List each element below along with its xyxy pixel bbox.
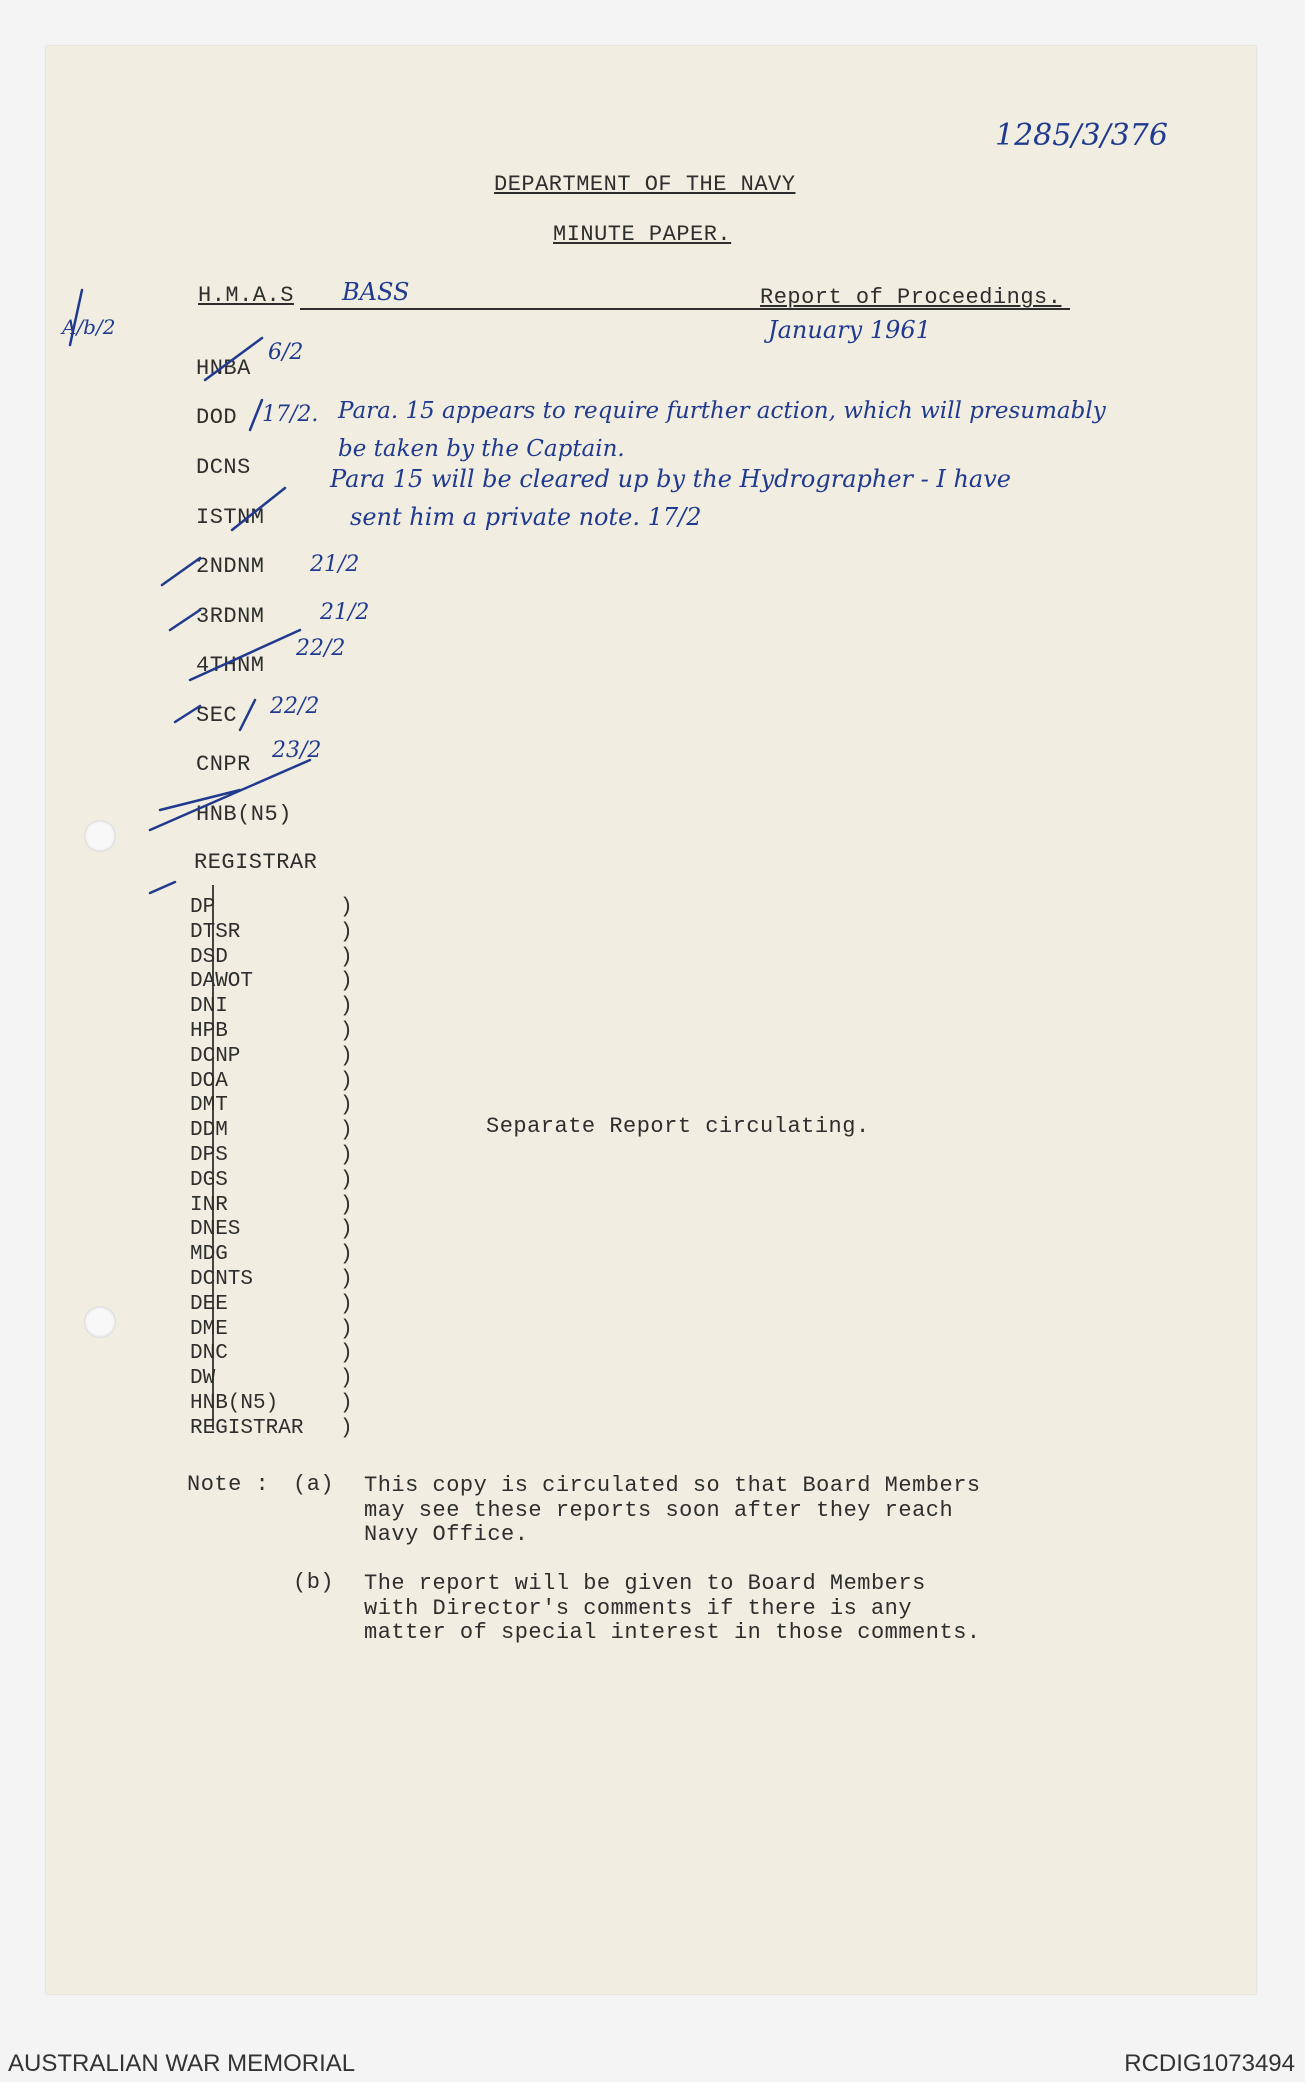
sec-check-mark	[175, 700, 255, 730]
bracket-mark: )	[340, 896, 353, 919]
distribution-code: DW	[190, 1367, 216, 1391]
distribution-item	[190, 1144, 360, 1169]
routing-hnba: HNBA	[196, 356, 251, 381]
note-b-line2: with Director's comments if there is any	[364, 1596, 913, 1621]
bracket-mark: )	[340, 1218, 353, 1242]
distribution-item	[190, 1218, 360, 1243]
3rdnm-forward-mark	[170, 610, 200, 630]
distribution-item	[190, 1094, 360, 1119]
2ndnm-forward-mark	[162, 558, 200, 585]
dod-slash-mark	[250, 400, 262, 430]
routing-2ndnm-initials: 21/2	[310, 552, 360, 577]
bracket-mark: )	[340, 970, 353, 994]
bracket-mark: )	[340, 1119, 353, 1143]
hnba-check-mark	[205, 338, 262, 380]
distribution-code: DEE	[190, 1292, 228, 1316]
note-b-line1: The report will be given to Board Members	[364, 1571, 926, 1596]
footer-source: AUSTRALIAN WAR MEMORIAL	[8, 2050, 356, 2077]
distribution-code: DTSR	[190, 920, 241, 944]
distribution-item	[190, 1020, 360, 1045]
distribution-item	[190, 1392, 360, 1417]
distribution-code: DOA	[190, 1069, 228, 1093]
distribution-code: DP	[190, 896, 216, 919]
distribution-item	[190, 1243, 360, 1268]
bracket-mark: )	[340, 945, 353, 969]
bracket-mark: )	[340, 1243, 353, 1267]
distribution-item	[190, 921, 360, 946]
bracket-mark: )	[340, 995, 353, 1019]
note-a-line2: may see these reports soon after they reach	[364, 1498, 954, 1523]
report-title: Report of Proceedings.	[760, 285, 1062, 310]
distribution-code: REGISTRAR	[190, 1416, 304, 1440]
report-month: January 1961	[768, 316, 931, 344]
distribution-code: DCNTS	[190, 1267, 254, 1291]
note-label: Note :	[187, 1472, 270, 1497]
distribution-item	[190, 1169, 360, 1194]
dod-comment-line1: Para. 15 appears to require further action, which will presumably	[338, 398, 1106, 424]
distribution-code: DDM	[190, 1119, 228, 1143]
distribution-item	[190, 1045, 360, 1070]
routing-dod-initials: 17/2.	[262, 402, 319, 427]
registrar-heading: REGISTRAR	[194, 850, 318, 875]
distribution-item	[190, 1318, 360, 1343]
bracket-mark: )	[340, 1094, 353, 1118]
distribution-code: HNB(N5)	[190, 1391, 279, 1415]
bracket-mark: )	[340, 1342, 353, 1366]
routing-3rdnm-initials: 21/2	[320, 600, 370, 625]
note-a-marker: (a)	[293, 1472, 335, 1497]
routing-sec: SEC	[196, 703, 238, 728]
bracket-mark: )	[340, 1168, 353, 1192]
bracket-mark: )	[340, 1267, 353, 1291]
bracket-mark: )	[340, 1193, 353, 1217]
distribution-item	[190, 1417, 360, 1442]
istnm-comment-line1: Para 15 will be cleared up by the Hydrographer - I have	[330, 465, 1011, 493]
distribution-code: HPB	[190, 1019, 228, 1043]
registrar-arrow-mark	[150, 882, 175, 893]
note-a-line3: Navy Office.	[364, 1522, 529, 1547]
minute-paper-title: MINUTE PAPER.	[553, 222, 732, 247]
distribution-code: DMT	[190, 1094, 228, 1118]
routing-cnpr-initials: 23/2	[272, 738, 322, 763]
distribution-code: DNC	[190, 1342, 228, 1366]
bracket-mark: )	[340, 1317, 353, 1341]
note-b-marker: (b)	[293, 1570, 335, 1595]
distribution-list	[190, 896, 360, 1442]
distribution-code: MDG	[190, 1243, 228, 1267]
istnm-comment-line2: sent him a private note. 17/2	[350, 503, 702, 531]
reference-number: 1285/3/376	[995, 118, 1168, 153]
distribution-item	[190, 1070, 360, 1095]
bracket-mark: )	[340, 1416, 353, 1440]
note-b-line3: matter of special interest in those comments.	[364, 1620, 981, 1645]
distribution-item	[190, 1293, 360, 1318]
bracket-mark: )	[340, 920, 353, 944]
margin-mark	[70, 290, 82, 345]
routing-4thnm: 4THNM	[196, 653, 265, 678]
routing-2ndnm: 2NDNM	[196, 554, 265, 579]
routing-3rdnm: 3RDNM	[196, 604, 265, 629]
distribution-item	[190, 1119, 360, 1144]
routing-dod: DOD	[196, 405, 238, 430]
distribution-item	[190, 946, 360, 971]
footer-catalog-id: RCDIG1073494	[1124, 2050, 1295, 2077]
distribution-item	[190, 1367, 360, 1392]
bracket-mark: )	[340, 1044, 353, 1068]
distribution-code: DAWOT	[190, 970, 254, 994]
routing-cnpr: CNPR	[196, 752, 251, 777]
distribution-item	[190, 896, 360, 921]
hmas-prefix: H.M.A.S	[198, 283, 294, 308]
separate-report-note: Separate Report circulating.	[486, 1114, 870, 1139]
hnb-n5-strike-mark	[150, 760, 310, 830]
routing-hnba-initials: 6/2	[268, 340, 304, 365]
note-a-line1: This copy is circulated so that Board Members	[364, 1473, 981, 1498]
routing-sec-initials: 22/2	[270, 694, 320, 719]
bracket-mark: )	[340, 1019, 353, 1043]
bracket-mark: )	[340, 1391, 353, 1415]
distribution-code: DNI	[190, 995, 228, 1019]
distribution-item	[190, 970, 360, 995]
distribution-code: DPS	[190, 1143, 228, 1167]
distribution-code: DCNP	[190, 1044, 241, 1068]
routing-dcns: DCNS	[196, 455, 251, 480]
distribution-item	[190, 995, 360, 1020]
bracket-mark: )	[340, 1292, 353, 1316]
istnm-check-mark	[232, 488, 285, 530]
distribution-code: DGS	[190, 1168, 228, 1192]
distribution-item	[190, 1268, 360, 1293]
margin-note: A/b/2	[62, 315, 116, 339]
bracket-mark: )	[340, 1143, 353, 1167]
distribution-code: DNES	[190, 1218, 241, 1242]
department-title: DEPARTMENT OF THE NAVY	[494, 172, 796, 197]
routing-hnb-n5: HNB(N5)	[196, 802, 292, 827]
ship-name: BASS	[342, 278, 410, 306]
dod-comment-line2: be taken by the Captain.	[338, 436, 625, 462]
distribution-item	[190, 1194, 360, 1219]
bracket-mark: )	[340, 1069, 353, 1093]
routing-4thnm-initials: 22/2	[296, 636, 346, 661]
distribution-item	[190, 1342, 360, 1367]
distribution-code: DSD	[190, 945, 228, 969]
distribution-code: DME	[190, 1317, 228, 1341]
4thnm-check-mark	[190, 630, 300, 680]
routing-istnm: ISTNM	[196, 505, 265, 530]
distribution-code: INR	[190, 1193, 228, 1217]
bracket-mark: )	[340, 1367, 353, 1391]
